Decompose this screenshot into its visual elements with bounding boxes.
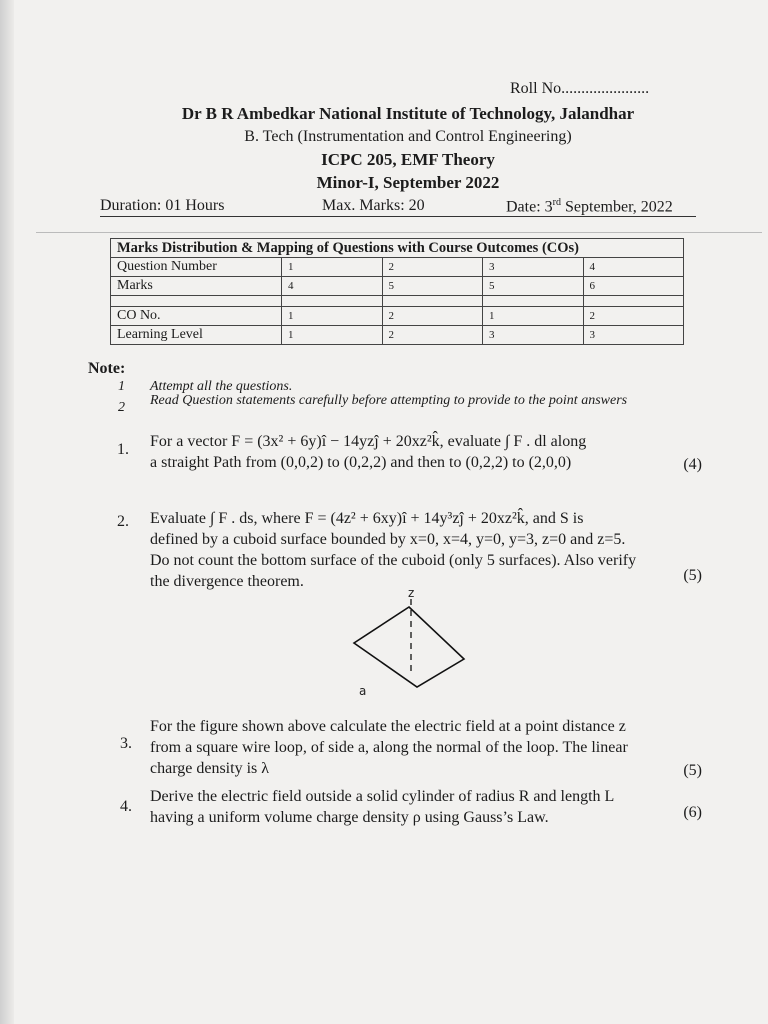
cell: 2 [382, 258, 483, 277]
cell: 1 [282, 307, 383, 326]
cell: 5 [382, 277, 483, 296]
table-title: Marks Distribution & Mapping of Questions with Course Outcomes (COs) [111, 239, 684, 258]
note-number: 1 [118, 379, 125, 394]
question-line: Do not count the bottom surface of the cuboid (only 5 surfaces). Also verify [150, 552, 637, 569]
table-row [111, 307, 684, 326]
question-line: from a square wire loop, of side a, along the normal of the loop. The linear [150, 739, 628, 756]
row-label: Question Number [111, 258, 282, 277]
side-label: a [359, 684, 367, 698]
exam-date: Date: 3rd September, 2022 [506, 197, 673, 216]
question-marks: (5) [683, 762, 702, 779]
page-edge [0, 0, 14, 1024]
header-rule [100, 216, 696, 217]
cell: 6 [583, 277, 684, 296]
question-3-text [150, 716, 628, 779]
cell: 3 [483, 258, 584, 277]
cell: 4 [282, 277, 383, 296]
course-code: ICPC 205, EMF Theory [321, 150, 495, 169]
table-row [111, 326, 684, 345]
question-line: defined by a cuboid surface bounded by x=0, x=4, y=0, y=3, z=0 and z=5. [150, 531, 626, 548]
question-line: having a uniform volume charge density ρ using Gauss’s Law. [150, 809, 549, 826]
cell: 2 [382, 307, 483, 326]
note-item: Attempt all the questions. [150, 379, 293, 394]
row-label: CO No. [111, 307, 282, 326]
max-marks: Max. Marks: 20 [322, 197, 425, 214]
question-number: 3. [120, 735, 132, 752]
question-number: 1. [117, 441, 129, 458]
question-line: For the figure shown above calculate the electric field at a point distance z [150, 718, 626, 735]
cell: 1 [282, 326, 383, 345]
square-loop [354, 607, 464, 687]
program-name: B. Tech (Instrumentation and Control Engineering) [244, 128, 572, 145]
institute-name: Dr B R Ambedkar National Institute of Technology, Jalandhar [181, 104, 635, 123]
square-loop-figure [345, 585, 475, 700]
question-marks: (4) [683, 456, 702, 473]
question-number: 2. [117, 513, 129, 530]
table-row [111, 277, 684, 296]
cell: 5 [483, 277, 584, 296]
row-label: Learning Level [111, 326, 282, 345]
question-marks: (6) [683, 804, 702, 821]
question-line: Derive the electric field outside a solid cylinder of radius R and length L [150, 788, 615, 805]
question-number: 4. [120, 798, 132, 815]
question-line: the divergence theorem. [150, 573, 304, 590]
question-line: Evaluate ∫ F . ds, where F = (4z² + 6xy)î + 14y³zĵ + 20xz²k̂, and S is [150, 510, 584, 527]
question-2-text [150, 508, 636, 592]
question-line: For a vector F = (3x² + 6y)î − 14yzĵ + 20xz²k̂, evaluate ∫ F . dl along [150, 433, 587, 450]
question-line: charge density is λ [150, 760, 269, 777]
roll-number: Roll No...................... [510, 80, 650, 97]
question-line: a straight Path from (0,0,2) to (0,2,2) and then to (0,2,2) to (2,0,0) [150, 454, 572, 471]
note-item: Read Question statements carefully before attempting to provide to the point answers [150, 393, 628, 408]
note-heading: Note: [88, 360, 126, 377]
exam-name: Minor-I, September 2022 [316, 173, 500, 192]
row-label: Marks [111, 277, 282, 296]
cell: 2 [382, 326, 483, 345]
question-4-text [150, 786, 614, 828]
table-row [111, 258, 684, 277]
cell: 3 [483, 326, 584, 345]
cell: 1 [282, 258, 383, 277]
question-marks: (5) [683, 567, 702, 584]
note-number: 2 [118, 400, 125, 415]
question-1-text [150, 431, 586, 473]
duration: Duration: 01 Hours [100, 197, 225, 214]
z-axis-label: z [408, 586, 415, 600]
cell: 4 [583, 258, 684, 277]
marks-distribution-table [110, 238, 684, 345]
cell: 2 [583, 307, 684, 326]
cell: 1 [483, 307, 584, 326]
cell: 3 [583, 326, 684, 345]
separator-line [36, 232, 762, 233]
